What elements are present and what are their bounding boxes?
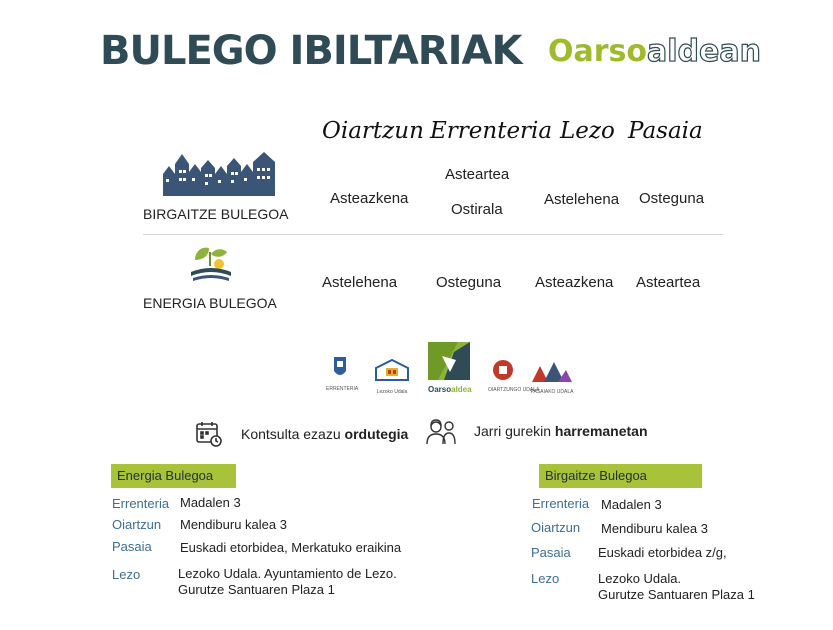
energia-address-line-2: Gurutze Santuaren Plaza 1 <box>178 582 335 597</box>
birgaitze-address-town: Lezo <box>531 571 560 586</box>
brand-part-1: Oarso <box>548 34 648 69</box>
oarsoaldea-logo <box>428 342 470 396</box>
energia-address-town: Lezo <box>112 567 141 582</box>
birgaitze-address-line: Madalen 3 <box>601 497 662 512</box>
energia-address-header: Energia Bulegoa <box>111 464 236 488</box>
energia-oiartzun-day: Astelehena <box>322 274 398 291</box>
birgaitze-address-town: Errenteria <box>532 496 590 511</box>
town-oiartzun: Oiartzun <box>322 118 424 144</box>
houses-icon <box>163 152 277 196</box>
town-lezo: Lezo <box>560 118 615 144</box>
support-agent-icon[interactable] <box>425 418 457 446</box>
lezo-logo-caption: Lezoko Udala <box>376 389 408 395</box>
town-pasaia: Pasaia <box>628 118 703 144</box>
page-title: BULEGO IBILTARIAK <box>100 28 522 74</box>
energia-address-town: Errenteria <box>112 496 170 511</box>
contact-link-prefix: Jarri gurekin <box>474 423 552 439</box>
birgaitze-oiartzun-day: Asteazkena <box>330 190 409 207</box>
pasaia-logo-caption: PASAIAKO UDALA <box>530 389 574 395</box>
table-divider <box>143 234 723 235</box>
oarsoaldean-logo <box>548 34 761 69</box>
calendar-clock-icon[interactable] <box>195 420 223 448</box>
town-errenteria: Errenteria <box>430 118 553 144</box>
birgaitze-address-header: Birgaitze Bulegoa <box>539 464 702 488</box>
energia-pasaia-day: Asteartea <box>636 274 701 291</box>
birgaitze-errenteria-day-2: Ostirala <box>451 201 503 218</box>
energia-address-line: Euskadi etorbidea, Merkatuko eraikina <box>180 540 402 555</box>
schedule-link-prefix: Kontsulta ezazu <box>241 426 341 442</box>
birgaitze-address-town: Oiartzun <box>531 520 581 535</box>
birgaitze-address-line: Lezoko Udala. <box>598 571 682 586</box>
birgaitze-address-line: Euskadi etorbidea z/g, <box>598 545 727 560</box>
errenteria-logo <box>326 355 359 395</box>
birgaitze-office-label: BIRGAITZE BULEGOA <box>143 206 289 222</box>
energy-plant-icon <box>189 242 233 286</box>
birgaitze-errenteria-day-1: Asteartea <box>445 166 510 183</box>
oarsoaldea-logo-text <box>428 385 470 394</box>
oiartzun-logo-caption: OIARTZUNGO UDALA <box>488 387 540 393</box>
birgaitze-address-line-2: Gurutze Santuaren Plaza 1 <box>598 587 755 602</box>
contact-link-bold: harremanetan <box>554 423 648 439</box>
brand-part-2: aldean <box>647 34 761 69</box>
contact-link[interactable] <box>474 423 648 439</box>
energia-errenteria-day: Osteguna <box>436 274 502 291</box>
birgaitze-pasaia-day: Osteguna <box>639 190 705 207</box>
oiartzun-logo <box>488 358 540 396</box>
birgaitze-address-line: Mendiburu kalea 3 <box>601 521 708 536</box>
errenteria-logo-caption: ERRENTERIA <box>326 386 359 392</box>
oarsoaldea-logo-part2: aldea <box>451 385 472 394</box>
schedule-link-bold: ordutegia <box>344 426 409 442</box>
energia-address-town: Oiartzun <box>112 517 162 532</box>
pasaia-logo <box>530 360 574 398</box>
lezo-logo <box>368 358 416 396</box>
birgaitze-address-town: Pasaia <box>531 545 571 560</box>
energia-office-label: ENERGIA BULEGOA <box>143 295 277 311</box>
energia-lezo-day: Asteazkena <box>535 274 614 291</box>
schedule-link[interactable] <box>241 426 408 442</box>
energia-address-line: Madalen 3 <box>180 495 241 510</box>
oarsoaldea-logo-part1: Oarso <box>428 385 452 394</box>
energia-address-town: Pasaia <box>112 539 152 554</box>
energia-address-line: Mendiburu kalea 3 <box>180 517 287 532</box>
energia-address-line: Lezoko Udala. Ayuntamiento de Lezo. <box>178 566 397 581</box>
birgaitze-lezo-day: Astelehena <box>544 191 620 208</box>
